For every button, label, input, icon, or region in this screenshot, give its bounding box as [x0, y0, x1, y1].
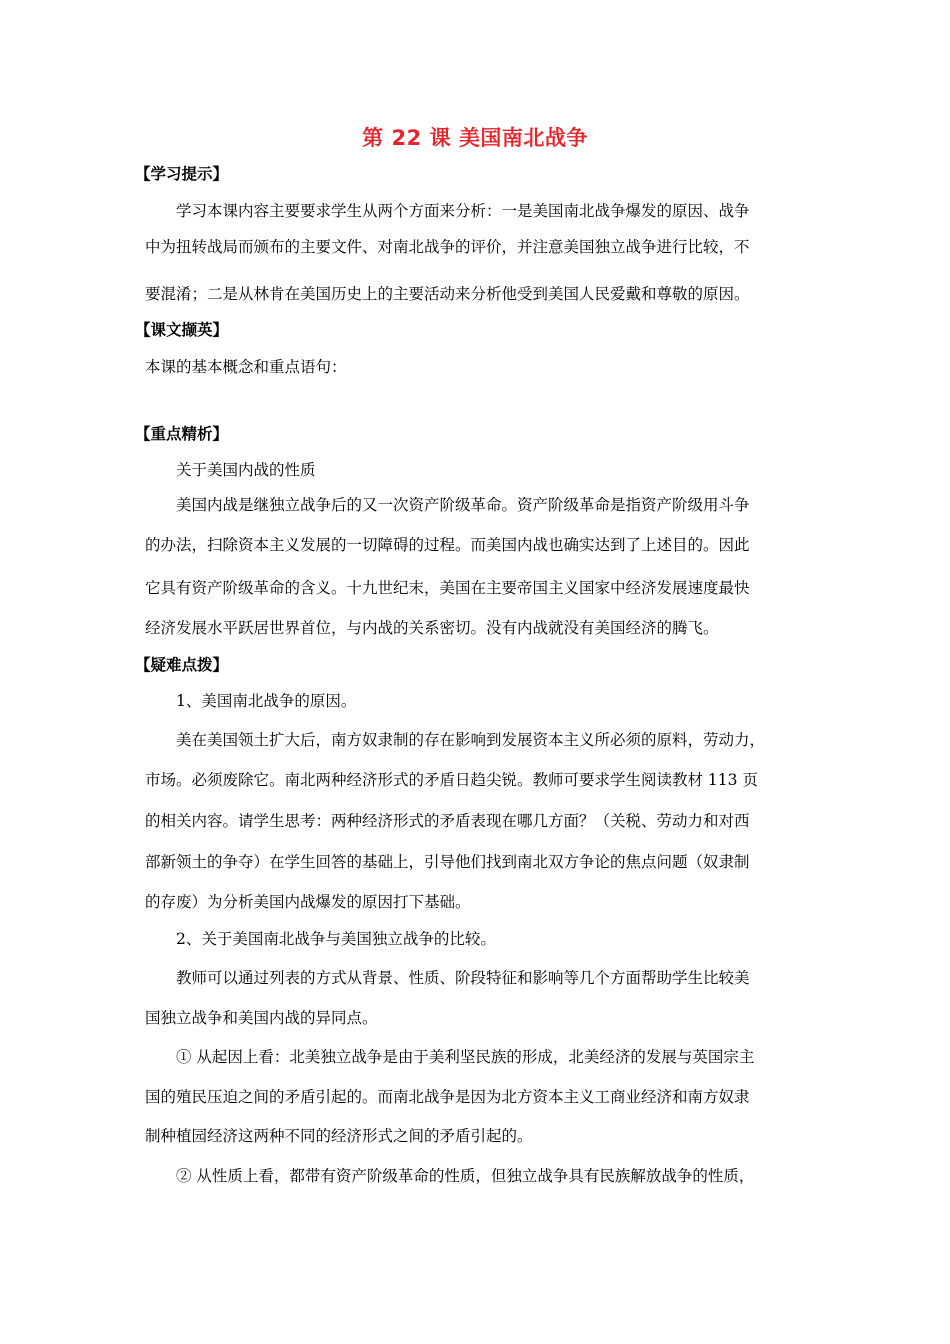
- difficulties-paragraph-line: ② 从性质上看，都带有资产阶级革命的性质，但独立战争具有民族解放战争的性质，: [176, 1167, 755, 1185]
- section-heading-analysis: 【重点精析】: [135, 425, 229, 443]
- difficulties-paragraph-line: 国的殖民压迫之间的矛盾引起的。而南北战争是因为北方资本主义工商业经济和南方奴隶: [145, 1088, 750, 1106]
- tips-paragraph-line: 学习本课内容主要要求学生从两个方面来分析：一是美国南北战争爆发的原因、战争: [176, 202, 750, 220]
- section-heading-tips: 【学习提示】: [135, 165, 229, 183]
- section-heading-excerpt: 【课文撷英】: [135, 321, 229, 339]
- difficulties-item-title: 1、美国南北战争的原因。: [176, 692, 357, 710]
- difficulties-item-title: 2、关于美国南北战争与美国独立战争的比较。: [176, 930, 496, 948]
- analysis-paragraph-line: 美国内战是继独立战争后的又一次资产阶级革命。资产阶级革命是指资产阶级用斗争: [176, 496, 750, 514]
- difficulties-paragraph-line: 美在美国领土扩大后，南方奴隶制的存在影响到发展资本主义所必须的原料，劳动力，: [176, 731, 766, 749]
- difficulties-paragraph-line: 教师可以通过列表的方式从背景、性质、阶段特征和影响等几个方面帮助学生比较美: [176, 969, 750, 987]
- tips-paragraph-line: 中为扭转战局而颁布的主要文件、对南北战争的评价，并注意美国独立战争进行比较，不: [145, 238, 750, 256]
- analysis-subheading: 关于美国内战的性质: [176, 461, 316, 479]
- difficulties-paragraph-line: 国独立战争和美国内战的异同点。: [145, 1009, 378, 1027]
- difficulties-paragraph-line: 的存废）为分析美国内战爆发的原因打下基础。: [145, 893, 471, 911]
- difficulties-paragraph-line: ① 从起因上看：北美独立战争是由于美利坚民族的形成，北美经济的发展与英国宗主: [176, 1048, 755, 1066]
- difficulties-paragraph-line: 市场。必须废除它。南北两种经济形式的矛盾日趋尖锐。教师可要求学生阅读教材 113 页: [145, 771, 758, 789]
- analysis-paragraph-line: 的办法，扫除资本主义发展的一切障碍的过程。而美国内战也确实达到了上述目的。因此: [145, 536, 750, 554]
- analysis-paragraph-line: 它具有资产阶级革命的含义。十九世纪末，美国在主要帝国主义国家中经济发展速度最快: [145, 579, 750, 597]
- tips-paragraph-line: 要混淆；二是从林肯在美国历史上的主要活动来分析他受到美国人民爱戴和尊敬的原因。: [145, 285, 750, 303]
- analysis-paragraph-line: 经济发展水平跃居世界首位，与内战的关系密切。没有内战就没有美国经济的腾飞。: [145, 619, 719, 637]
- difficulties-paragraph-line: 的相关内容。请学生思考：两种经济形式的矛盾表现在哪几方面？（关税、劳动力和对西: [145, 812, 750, 830]
- section-heading-difficulties: 【疑难点拨】: [135, 656, 229, 674]
- difficulties-paragraph-line: 制种植园经济这两种不同的经济形式之间的矛盾引起的。: [145, 1127, 533, 1145]
- difficulties-paragraph-line: 部新领土的争夺）在学生回答的基础上，引导他们找到南北双方争论的焦点问题（奴隶制: [145, 853, 750, 871]
- excerpt-paragraph-line: 本课的基本概念和重点语句：: [145, 358, 347, 376]
- page-title: 第 22 课 美国南北战争: [362, 126, 588, 150]
